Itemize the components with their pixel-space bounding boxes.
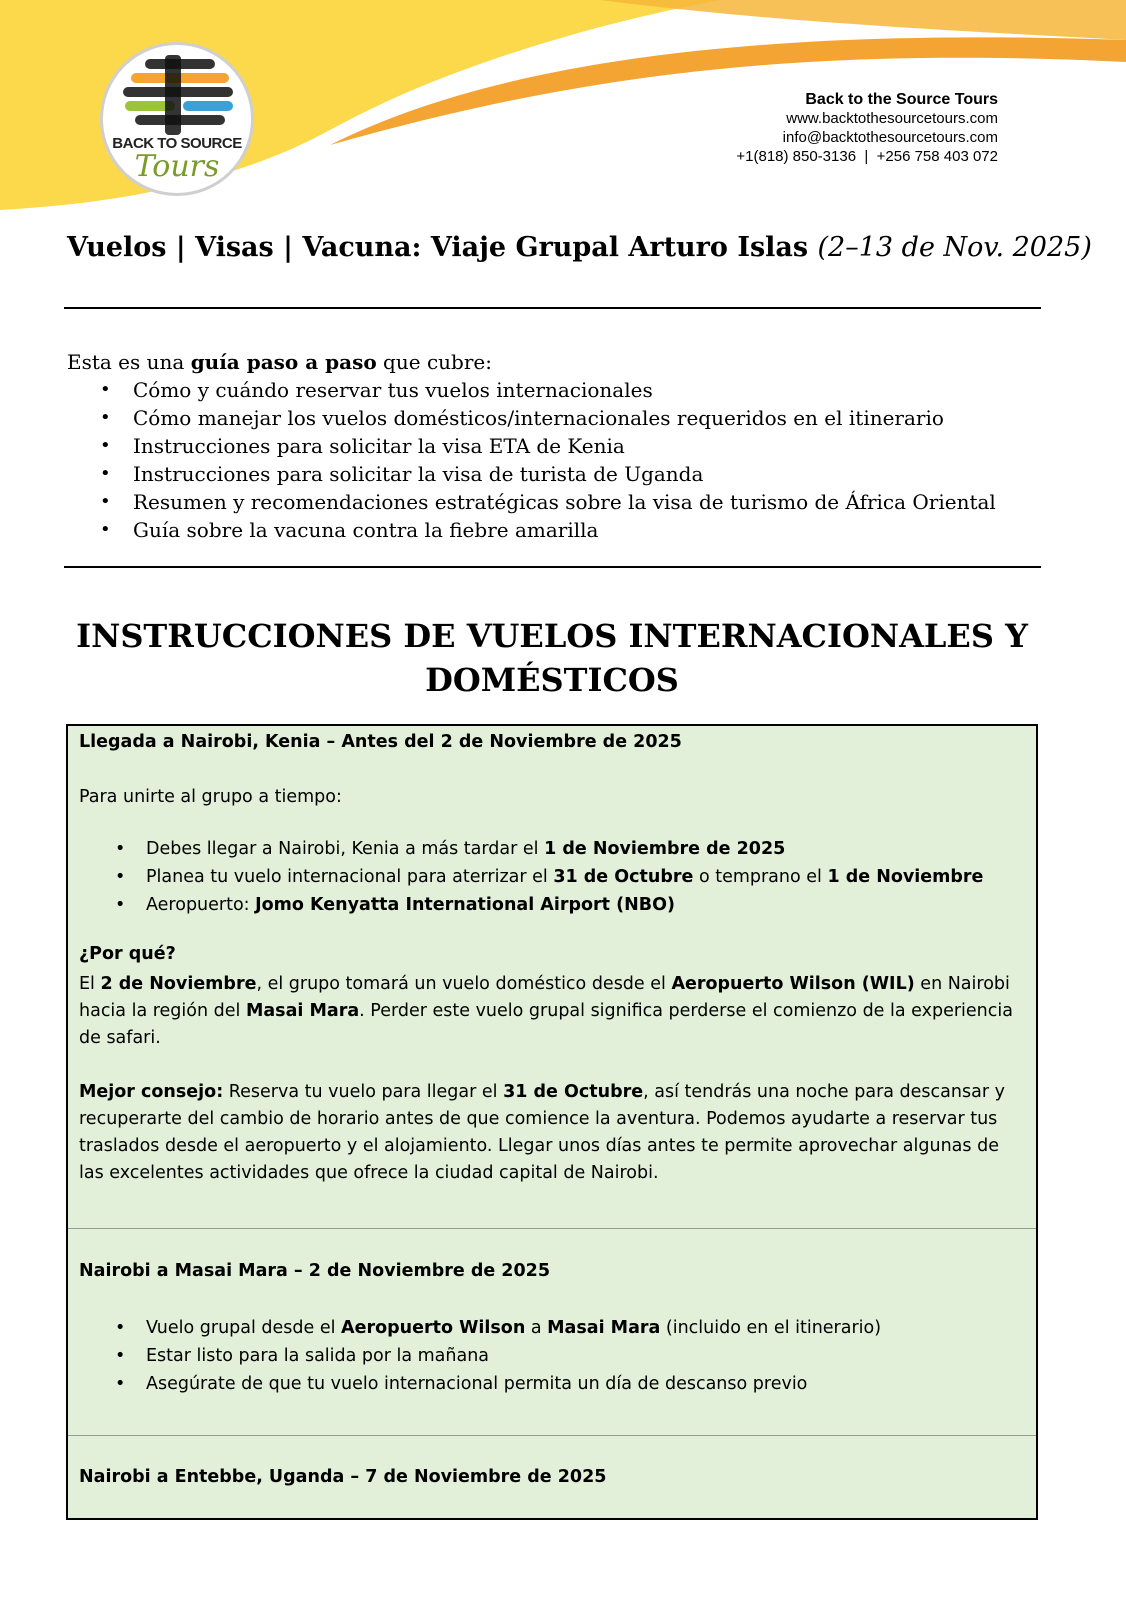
masai-mara-heading: Nairobi a Masai Mara – 2 de Noviembre de 2025 [79,1261,551,1281]
intro-lead-end: que cubre: [376,350,492,374]
intro-list-item: • Cómo y cuándo reservar tus vuelos internacionales [67,376,996,404]
masai-mara-list-item: • Asegúrate de que tu vuelo internacional permita un día de descanso previo [79,1370,881,1398]
masai-mara-list [79,1314,881,1398]
intro-lead-text: Esta es una [67,350,191,374]
entebbe-heading: Nairobi a Entebbe, Uganda – 7 de Noviembre de 2025 [79,1467,607,1487]
divider-top [64,307,1041,309]
masai-mara-list-item: • Estar listo para la salida por la mañana [79,1342,881,1370]
intro-lead [67,348,996,376]
company-phones: +1(818) 850-3136 | +256 758 403 072 [736,148,998,165]
masai-mara-section [68,1228,1036,1435]
entebbe-section [68,1435,1036,1520]
company-email[interactable]: info@backtothesourcetours.com [782,129,998,146]
arrival-heading: Llegada a Nairobi, Kenia – Antes del 2 de Noviembre de 2025 [79,732,682,752]
arrival-lead: Para unirte al grupo a tiempo: [79,787,342,807]
company-website[interactable]: www.backtothesourcetours.com [786,110,998,127]
tip-paragraph: Mejor consejo: Reserva tu vuelo para llegar el 31 de Octubre, así tendrás una noche para descansar y recuperarte del cambio de horario antes de que comience la aventura. Podemos ayudarte a reservar tus traslados desde el aeropuerto y el alojamiento. Llegar unos días antes te permite aprovechar algunas de las excelentes actividades que ofrece la ciudad capital de Nairobi. [79,1082,1011,1183]
arrival-list [79,835,983,919]
flight-instructions-box [66,724,1038,1520]
intro-list-item: • Guía sobre la vacuna contra la fiebre amarilla [67,516,996,544]
intro-list-item: • Resumen y recomendaciones estratégicas sobre la visa de turismo de África Oriental [67,488,996,516]
page-title [67,232,1092,263]
section-title [0,614,1104,702]
intro-lead-bold: guía paso a paso [190,350,377,374]
masai-mara-list-item: • Vuelo grupal desde el Aeropuerto Wilson a Masai Mara (incluido en el itinerario) [79,1314,881,1342]
arrival-section [68,726,1036,1228]
intro-list-item: • Cómo manejar los vuelos domésticos/internacionales requeridos en el itinerario [67,404,996,432]
intro-list [67,376,996,544]
divider-bottom [64,566,1041,568]
logo-script: Tours [134,149,220,184]
arrival-list-item: • Planea tu vuelo internacional para aterrizar el 31 de Octubre o temprano el 1 de Noviembre [79,863,983,891]
company-info [736,90,998,166]
arrival-list-item: • Debes llegar a Nairobi, Kenia a más tardar el 1 de Noviembre de 2025 [79,835,983,863]
arrival-list-item: • Aeropuerto: Jomo Kenyatta International Airport (NBO) [79,891,983,919]
company-name: Back to the Source Tours [805,91,998,108]
why-paragraph: El 2 de Noviembre, el grupo tomará un vuelo doméstico desde el Aeropuerto Wilson (WIL) en Nairobi hacia la región del Masai Mara. Perder este vuelo grupal significa perderse el comienzo de la experiencia de safari. [79,974,1019,1048]
title-dates: (2–13 de Nov. 2025) [817,232,1092,263]
section-title-line2: DOMÉSTICOS [425,661,679,699]
why-heading: ¿Por qué? [79,944,176,964]
section-title-line1: INSTRUCCIONES DE VUELOS INTERNACIONALES Y [76,617,1028,655]
title-main: Vuelos | Visas | Vacuna: Viaje Grupal Arturo Islas [67,232,818,263]
intro-list-item: • Instrucciones para solicitar la visa de turista de Uganda [67,460,996,488]
company-logo [100,42,254,196]
intro-list-item: • Instrucciones para solicitar la visa ETA de Kenia [67,432,996,460]
intro-section [67,348,996,544]
logo-wordmark: BACK TO SOURCE [112,135,242,152]
